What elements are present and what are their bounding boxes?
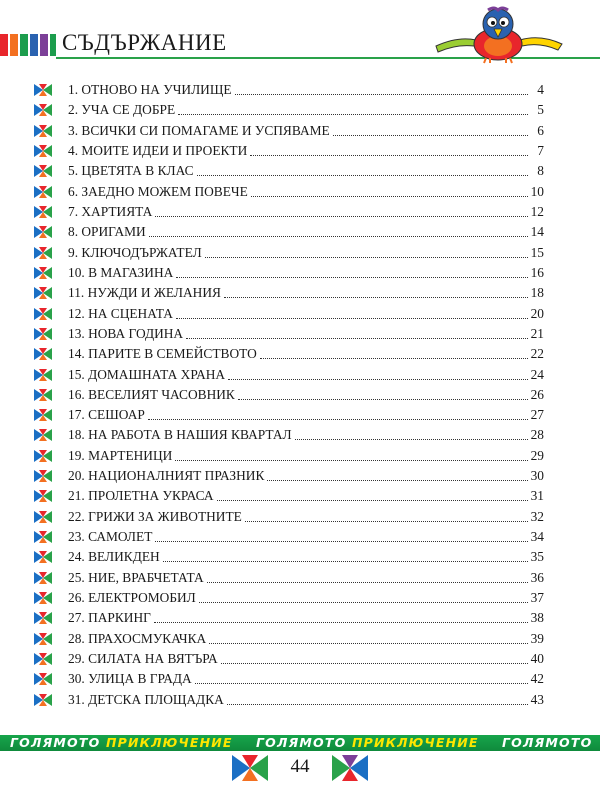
bullet-ornament-icon xyxy=(34,389,52,401)
dot-leader xyxy=(228,378,528,380)
dot-leader xyxy=(176,317,528,319)
dot-leader xyxy=(333,134,528,136)
toc-entry[interactable] xyxy=(34,649,544,669)
bullet-ornament-icon xyxy=(34,490,52,502)
dot-leader xyxy=(260,357,528,359)
bullet-ornament-icon xyxy=(34,348,52,360)
toc-entry-title: 6. ЗАЕДНО МОЖЕМ ПОВЕЧЕ xyxy=(68,183,248,199)
bullet-ornament-icon xyxy=(34,633,52,645)
toc-entry-title: 25. НИЕ, ВРАБЧЕТАТА xyxy=(68,569,204,585)
toc-entry-title: 18. НА РАБОТА В НАШИЯ КВАРТАЛ xyxy=(68,427,292,443)
toc-entry-page: 5 xyxy=(537,102,544,118)
toc-entry-title: 23. САМОЛЕТ xyxy=(68,529,153,545)
toc-entry[interactable] xyxy=(34,222,544,242)
dot-leader xyxy=(186,337,528,339)
toc-entry-title: 29. СИЛАТА НА ВЯТЪРА xyxy=(68,650,218,666)
toc-entry-title: 8. ОРИГАМИ xyxy=(68,224,146,240)
toc-entry-page: 40 xyxy=(530,650,544,666)
bullet-ornament-icon xyxy=(34,531,52,543)
toc-entry-title: 11. НУЖДИ И ЖЕЛАНИЯ xyxy=(68,285,221,301)
toc-entry[interactable] xyxy=(34,425,544,445)
toc-entry[interactable] xyxy=(34,588,544,608)
toc-entry[interactable] xyxy=(34,527,544,547)
dot-leader xyxy=(149,235,528,237)
toc-entry-page: 36 xyxy=(530,569,544,585)
bullet-ornament-icon xyxy=(34,125,52,137)
toc-entry-title: 7. ХАРТИЯТА xyxy=(68,204,153,220)
toc-entry-title: 13. НОВА ГОДИНА xyxy=(68,325,184,341)
toc-entry-page: 34 xyxy=(530,529,544,545)
toc-entry-page: 16 xyxy=(530,264,544,280)
toc-entry[interactable] xyxy=(34,121,544,141)
toc-entry-title: 3. ВСИЧКИ СИ ПОМАГАМЕ И УСПЯВАМЕ xyxy=(68,122,330,138)
toc-entry-page: 22 xyxy=(530,346,544,362)
bullet-ornament-icon xyxy=(34,612,52,624)
dot-leader xyxy=(163,560,528,562)
toc-entry-page: 35 xyxy=(530,549,544,565)
dot-leader xyxy=(250,154,528,156)
dot-leader xyxy=(197,174,528,176)
toc-entry-title: 28. ПРАХОСМУКАЧКА xyxy=(68,630,207,646)
bullet-ornament-icon xyxy=(34,308,52,320)
toc-entry-page: 20 xyxy=(530,305,544,321)
dot-leader xyxy=(209,642,528,644)
toc-entry-title: 9. КЛЮЧОДЪРЖАТЕЛ xyxy=(68,244,202,260)
toc-entry[interactable] xyxy=(34,507,544,527)
page-number: 44 xyxy=(290,756,310,777)
bullet-ornament-icon xyxy=(34,511,52,523)
footer-band-text: ГОЛЯМОТО ПРИКЛЮЧЕНИЕ xyxy=(256,735,479,750)
bullet-ornament-icon xyxy=(34,450,52,462)
toc-entry-page: 15 xyxy=(530,244,544,260)
toc-entry-title: 12. НА СЦЕНАТА xyxy=(68,305,173,321)
toc-entry-title: 31. ДЕТСКА ПЛОЩАДКА xyxy=(68,691,224,707)
dot-leader xyxy=(205,256,528,258)
toc-entry[interactable] xyxy=(34,568,544,588)
toc-entry-title: 1. ОТНОВО НА УЧИЛИЩЕ xyxy=(68,82,232,98)
toc-entry[interactable] xyxy=(34,669,544,689)
toc-entry[interactable] xyxy=(34,689,544,709)
toc-entry-page: 12 xyxy=(530,204,544,220)
toc-entry[interactable] xyxy=(34,324,544,344)
dot-leader xyxy=(235,93,528,95)
toc-entry-title: 10. В МАГАЗИНА xyxy=(68,264,174,280)
toc-entry-page: 32 xyxy=(530,508,544,524)
bullet-ornament-icon xyxy=(34,186,52,198)
dot-leader xyxy=(224,296,528,298)
toc-entry-page: 42 xyxy=(530,671,544,687)
dot-leader xyxy=(217,499,528,501)
toc-entry-title: 26. ЕЛЕКТРОМОБИЛ xyxy=(68,589,196,605)
toc-entry-page: 14 xyxy=(530,224,544,240)
toc-entry-page: 24 xyxy=(530,366,544,382)
toc-entry[interactable] xyxy=(34,202,544,222)
toc-entry[interactable] xyxy=(34,243,544,263)
dot-leader xyxy=(175,459,528,461)
dot-leader xyxy=(178,113,528,115)
footer-band-text: ГОЛЯМОТО ПРИКЛЮЧЕНИЕ xyxy=(10,735,233,750)
toc-entry[interactable] xyxy=(34,608,544,628)
toc-entry-page: 8 xyxy=(537,163,544,179)
toc-entry[interactable] xyxy=(34,344,544,364)
bullet-ornament-icon xyxy=(34,104,52,116)
bullet-ornament-icon xyxy=(34,328,52,340)
toc-entry-title: 24. ВЕЛИКДЕН xyxy=(68,549,160,565)
ornament-right-icon xyxy=(332,755,368,781)
toc-entry[interactable] xyxy=(34,446,544,466)
dot-leader xyxy=(155,540,528,542)
bullet-ornament-icon xyxy=(34,694,52,706)
toc-entry-page: 7 xyxy=(537,143,544,159)
page-title: СЪДЪРЖАНИЕ xyxy=(62,30,227,55)
toc-entry[interactable] xyxy=(34,263,544,283)
dot-leader xyxy=(238,398,528,400)
toc-entry-title: 21. ПРОЛЕТНА УКРАСА xyxy=(68,488,214,504)
toc-entry-title: 22. ГРИЖИ ЗА ЖИВОТНИТЕ xyxy=(68,508,242,524)
toc-entry-page: 29 xyxy=(530,447,544,463)
toc-entry-title: 20. НАЦИОНАЛНИЯТ ПРАЗНИК xyxy=(68,468,265,484)
toc-entry[interactable] xyxy=(34,628,544,648)
bullet-ornament-icon xyxy=(34,84,52,96)
dot-leader xyxy=(267,479,528,481)
toc-entry-page: 39 xyxy=(530,630,544,646)
toc-entry[interactable] xyxy=(34,80,544,100)
toc-entry-page: 28 xyxy=(530,427,544,443)
table-of-contents xyxy=(34,80,544,710)
dot-leader xyxy=(195,682,528,684)
toc-entry-page: 26 xyxy=(530,386,544,402)
bullet-ornament-icon xyxy=(34,247,52,259)
dot-leader xyxy=(154,621,528,623)
dot-leader xyxy=(295,438,528,440)
toc-entry-page: 4 xyxy=(537,82,544,98)
toc-entry[interactable] xyxy=(34,182,544,202)
toc-entry[interactable] xyxy=(34,283,544,303)
bullet-ornament-icon xyxy=(34,226,52,238)
footer-band xyxy=(0,735,600,751)
toc-entry-title: 30. УЛИЦА В ГРАДА xyxy=(68,671,192,687)
toc-entry[interactable] xyxy=(34,547,544,567)
dot-leader xyxy=(176,276,528,278)
footer-band-text: ГОЛЯМОТО xyxy=(502,735,593,750)
toc-entry-page: 38 xyxy=(530,610,544,626)
toc-entry[interactable] xyxy=(34,466,544,486)
toc-entry-page: 30 xyxy=(530,468,544,484)
bullet-ornament-icon xyxy=(34,470,52,482)
dot-leader xyxy=(227,703,528,705)
bullet-ornament-icon xyxy=(34,267,52,279)
toc-entry-page: 6 xyxy=(537,122,544,138)
bullet-ornament-icon xyxy=(34,165,52,177)
dot-leader xyxy=(221,662,528,664)
toc-entry-title: 19. МАРТЕНИЦИ xyxy=(68,447,173,463)
toc-entry[interactable] xyxy=(34,486,544,506)
toc-entry[interactable] xyxy=(34,303,544,323)
bullet-ornament-icon xyxy=(34,551,52,563)
toc-entry-page: 27 xyxy=(530,407,544,423)
toc-entry[interactable] xyxy=(34,385,544,405)
bird-mascot-icon xyxy=(428,6,568,64)
bullet-ornament-icon xyxy=(34,572,52,584)
toc-entry[interactable] xyxy=(34,364,544,384)
toc-entry-title: 2. УЧА СЕ ДОБРЕ xyxy=(68,102,176,118)
toc-entry[interactable] xyxy=(34,141,544,161)
toc-entry-page: 18 xyxy=(530,285,544,301)
toc-entry-title: 27. ПАРКИНГ xyxy=(68,610,151,626)
toc-entry-page: 37 xyxy=(530,589,544,605)
toc-entry-title: 5. ЦВЕТЯТА В КЛАС xyxy=(68,163,194,179)
bullet-ornament-icon xyxy=(34,369,52,381)
dot-leader xyxy=(251,195,528,197)
toc-entry-page: 43 xyxy=(530,691,544,707)
toc-entry[interactable] xyxy=(34,405,544,425)
bullet-ornament-icon xyxy=(34,287,52,299)
bullet-ornament-icon xyxy=(34,653,52,665)
toc-entry-title: 4. МОИТЕ ИДЕИ И ПРОЕКТИ xyxy=(68,143,248,159)
toc-entry-title: 17. СЕШОАР xyxy=(68,407,145,423)
toc-entry[interactable] xyxy=(34,100,544,120)
bullet-ornament-icon xyxy=(34,145,52,157)
dot-leader xyxy=(199,601,528,603)
toc-entry[interactable] xyxy=(34,161,544,181)
header-color-bars xyxy=(0,34,70,56)
bullet-ornament-icon xyxy=(34,592,52,604)
dot-leader xyxy=(155,215,528,217)
toc-entry-title: 16. ВЕСЕЛИЯТ ЧАСОВНИК xyxy=(68,386,235,402)
dot-leader xyxy=(207,581,528,583)
toc-entry-page: 31 xyxy=(530,488,544,504)
dot-leader xyxy=(245,520,528,522)
toc-entry-title: 15. ДОМАШНАТА ХРАНА xyxy=(68,366,226,382)
bullet-ornament-icon xyxy=(34,206,52,218)
toc-entry-page: 21 xyxy=(530,325,544,341)
bullet-ornament-icon xyxy=(34,429,52,441)
toc-entry-title: 14. ПАРИТЕ В СЕМЕЙСТВОТО xyxy=(68,346,257,362)
dot-leader xyxy=(148,418,528,420)
bullet-ornament-icon xyxy=(34,673,52,685)
bullet-ornament-icon xyxy=(34,409,52,421)
toc-entry-page: 10 xyxy=(530,183,544,199)
